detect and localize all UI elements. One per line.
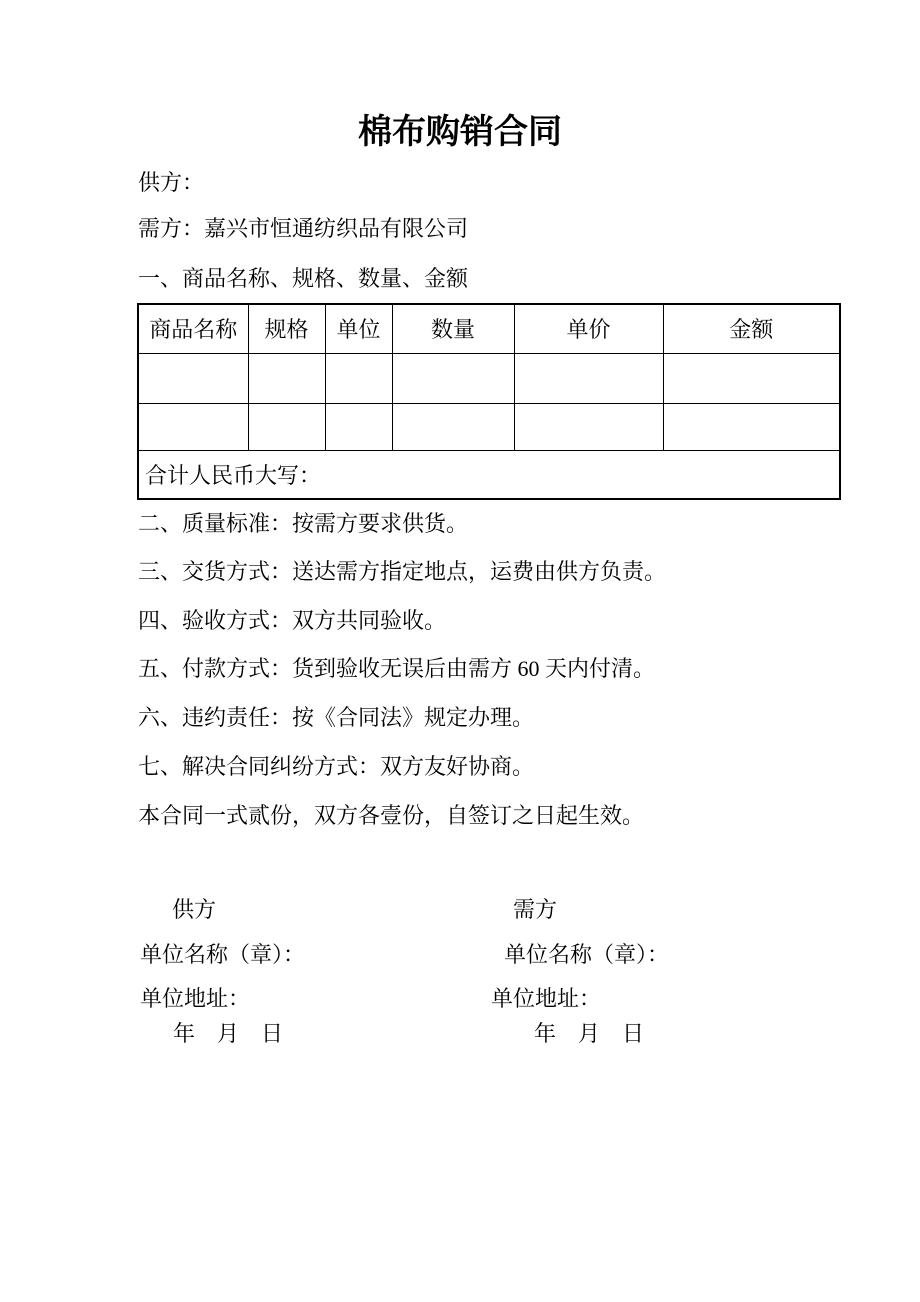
col-header-spec: 规格 [248, 304, 325, 353]
supplier-address-label: 单位地址： [140, 986, 251, 1011]
supplier-label: 供方： [138, 170, 205, 195]
empty-cell [514, 403, 663, 450]
buyer-line [138, 216, 468, 242]
table-total-row [138, 450, 840, 499]
empty-cell [138, 353, 248, 403]
empty-cell [325, 353, 392, 403]
document-title: 棉布购销合同 [358, 113, 562, 151]
clause-7-dispute: 七、解决合同纠纷方式：双方友好协商。 [138, 754, 535, 779]
clause-5-payment: 五、付款方式：货到验收无误后由需方 60 天内付清。 [138, 656, 656, 681]
total-in-words-label: 合计人民币大写： [138, 450, 840, 499]
buyer-address-label: 单位地址： [491, 986, 602, 1011]
empty-cell [325, 403, 392, 450]
clause-6-breach: 六、违约责任：按《合同法》规定办理。 [138, 705, 535, 730]
col-header-amount: 金额 [663, 304, 840, 353]
empty-cell [514, 353, 663, 403]
table-row [138, 403, 840, 450]
clause-4-inspection: 四、验收方式：双方共同验收。 [138, 608, 447, 633]
col-header-unit: 单位 [325, 304, 392, 353]
table-header-row [138, 304, 840, 353]
empty-cell [663, 353, 840, 403]
empty-cell [392, 353, 514, 403]
col-header-quantity: 数量 [392, 304, 514, 353]
supplier-line [138, 170, 204, 196]
supplier-date-label: 年 月 日 [173, 1021, 284, 1046]
empty-cell [392, 403, 514, 450]
buyer-date-label: 年 月 日 [534, 1021, 645, 1046]
table-row [138, 353, 840, 403]
empty-cell [248, 353, 325, 403]
col-header-unit-price: 单价 [514, 304, 663, 353]
col-header-product-name: 商品名称 [138, 304, 248, 353]
empty-cell [663, 403, 840, 450]
closing-statement: 本合同一式贰份，双方各壹份，自签订之日起生效。 [138, 803, 645, 828]
buyer-name: 嘉兴市恒通纺织品有限公司 [204, 216, 469, 241]
buyer-name-label: 单位名称（章）： [504, 942, 670, 967]
clause-3-delivery: 三、交货方式：送达需方指定地点，运费由供方负责。 [138, 559, 667, 584]
supplier-party-label: 供方 [172, 897, 217, 922]
clause-2-quality: 二、质量标准：按需方要求供货。 [138, 511, 469, 536]
supplier-name-label: 单位名称（章）： [140, 942, 306, 967]
empty-cell [248, 403, 325, 450]
empty-cell [138, 403, 248, 450]
clause-1-goods: 一、商品名称、规格、数量、金额 [138, 266, 469, 291]
buyer-label: 需方： [138, 216, 205, 241]
goods-table [137, 303, 841, 500]
buyer-party-label: 需方 [513, 897, 558, 922]
